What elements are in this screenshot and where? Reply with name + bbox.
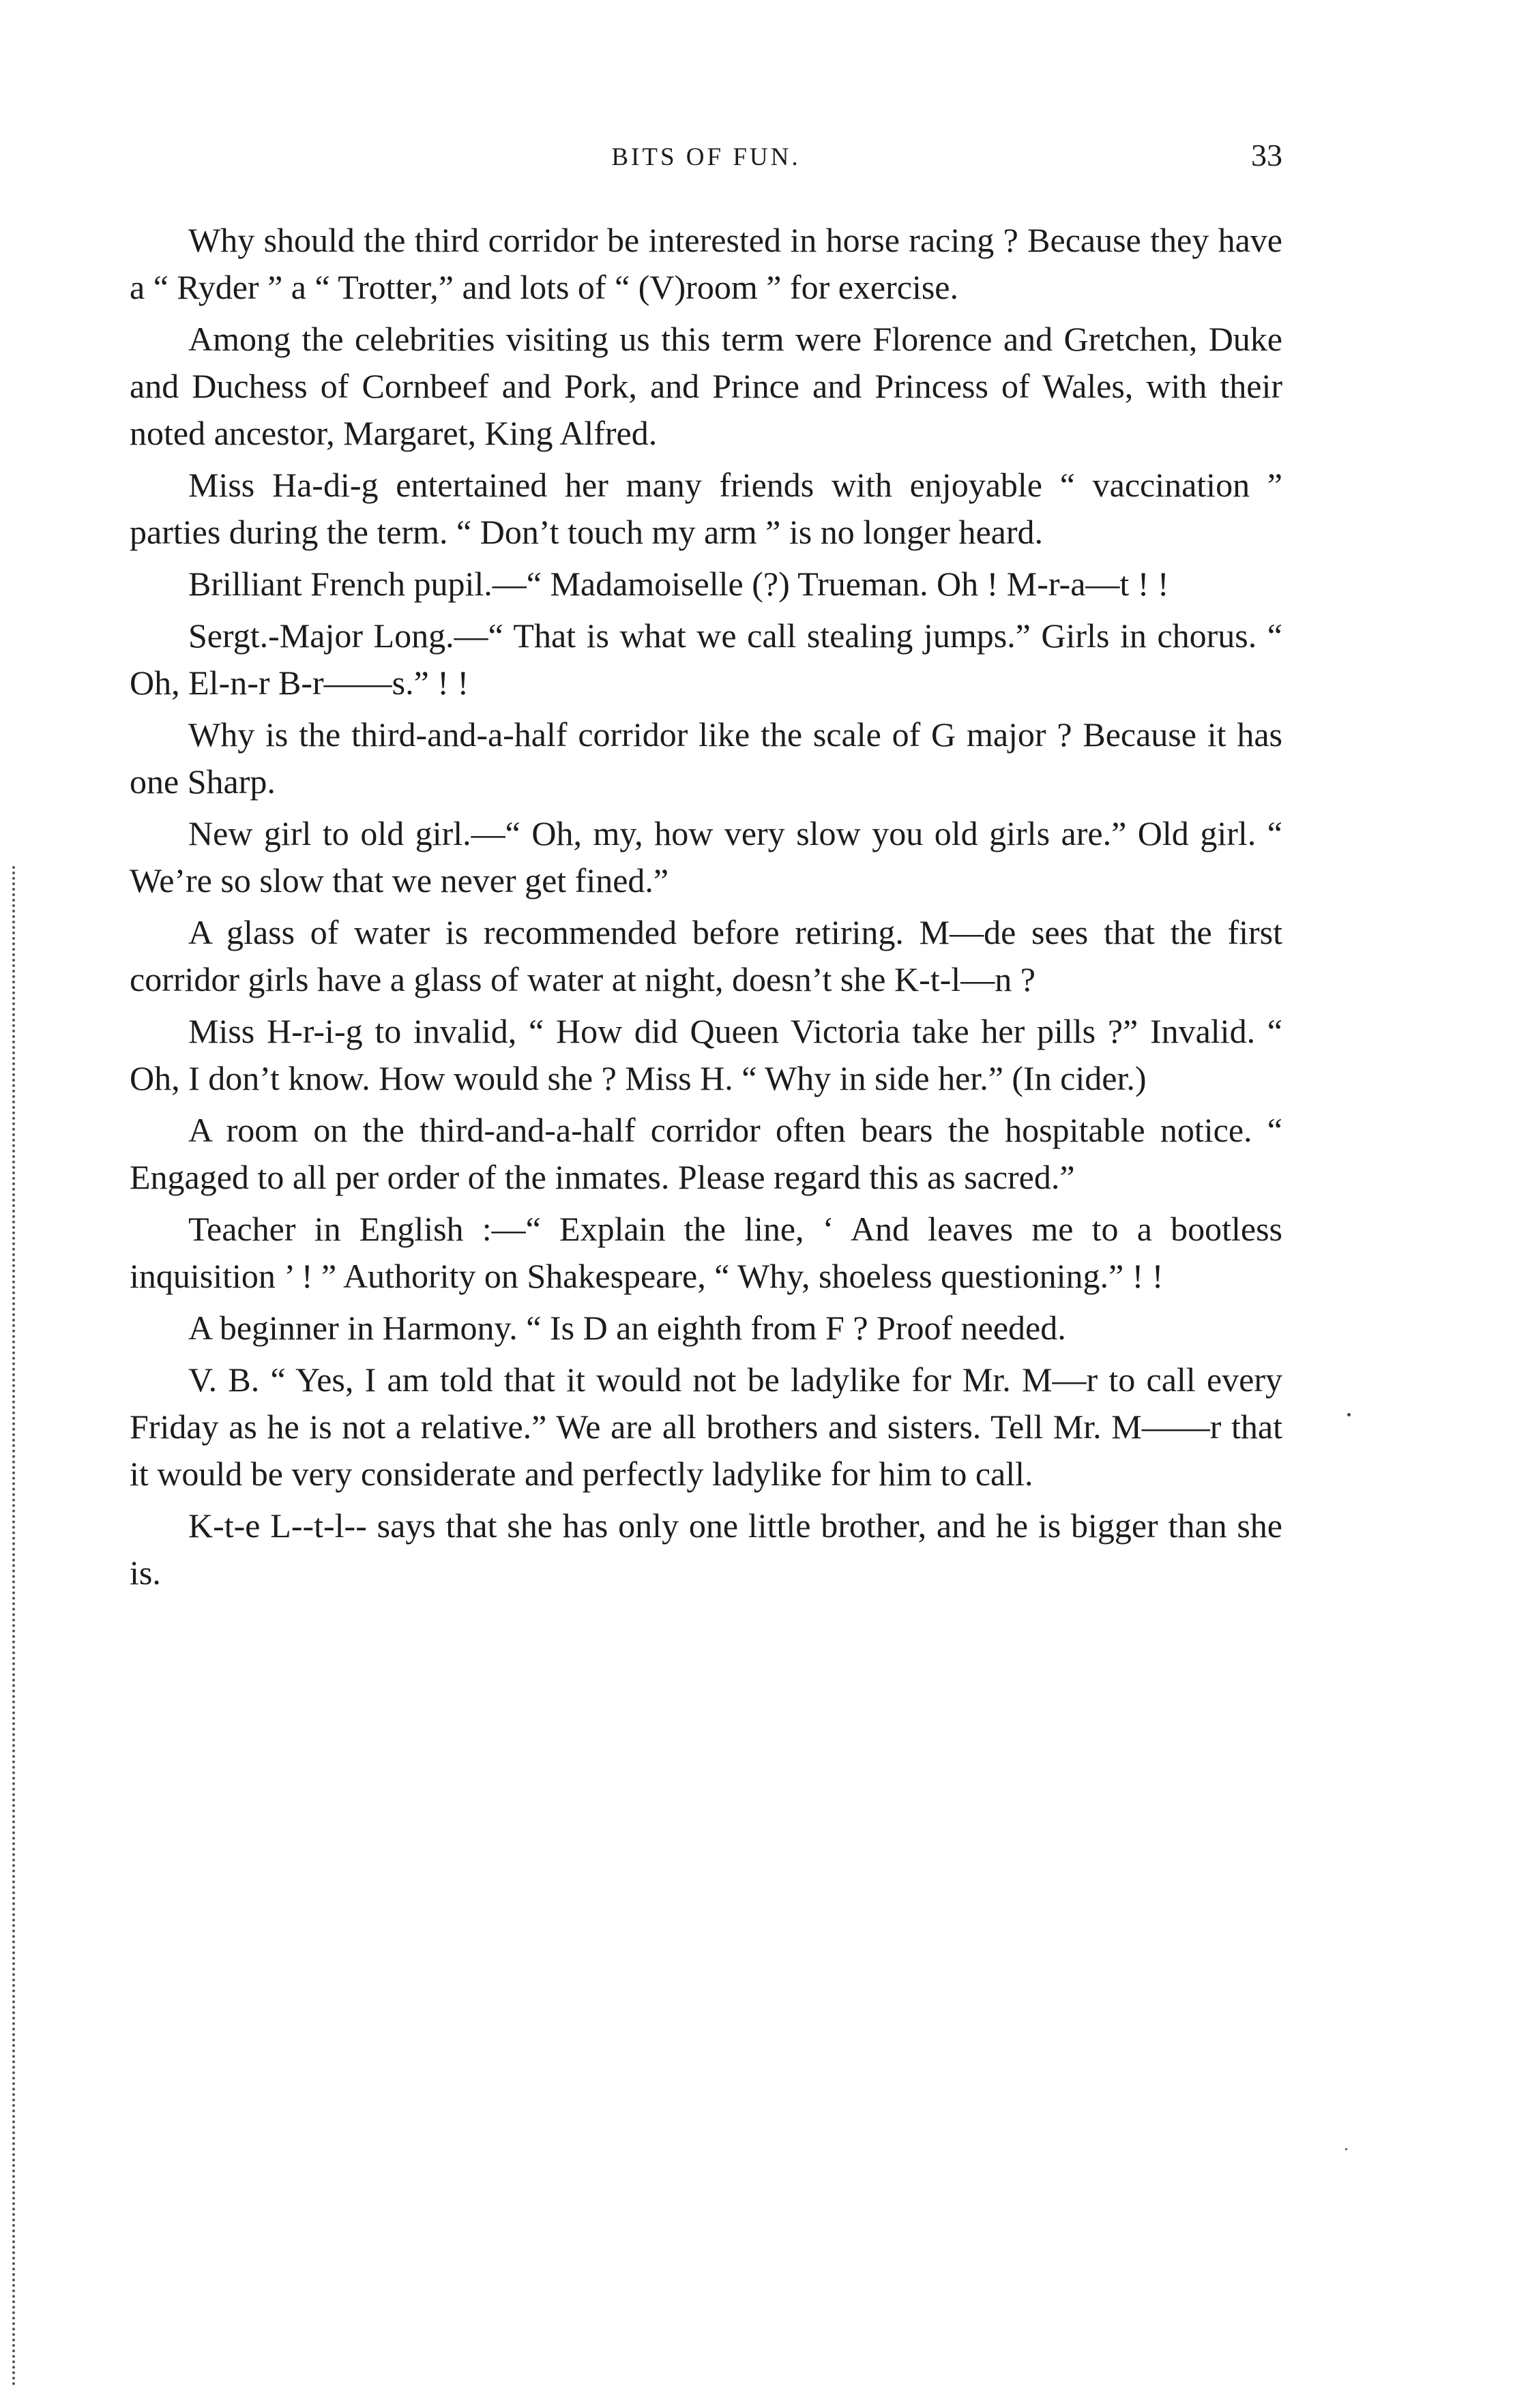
paragraph: Why is the third-and-a-half corridor like the scale of G major ? Because it has one Sharp. — [130, 715, 1282, 801]
paragraph: Brilliant French pupil.—“ Madamoiselle (?) Trueman. Oh ! M-r-a—t ! ! — [188, 565, 1169, 603]
page-header — [130, 133, 1282, 181]
paragraph: Sergt.-Major Long.—“ That is what we call stealing jumps.” Girls in chorus. “ Oh, El-n-r B-r——s.” ! ! — [130, 616, 1282, 702]
paragraph: Teacher in English :—“ Explain the line, ‘ And leaves me to a bootless inquisition ’ ! ” Authority on Shakespeare, “ Why, shoeless questioning.” ! ! — [130, 1210, 1282, 1295]
paragraph: Miss Ha-di-g entertained her many friends with enjoyable “ vaccination ” parties during the term. “ Don’t touch my arm ” is no longer heard. — [130, 466, 1282, 551]
ink-speck — [1345, 2148, 1347, 2150]
paragraph: V. B. “ Yes, I am told that it would not be ladylike for Mr. M—r to call every Friday as he is not a relative.” We are all brothers and sisters. Tell Mr. M——r that it would be very considerate and perfectly ladylike for him to call. — [130, 1361, 1282, 1493]
paragraph: A beginner in Harmony. “ Is D an eighth from F ? Proof needed. — [188, 1309, 1066, 1347]
paragraph: New girl to old girl.—“ Oh, my, how very slow you old girls are.” Old girl. “ We’re so slow that we never get fined.” — [130, 814, 1282, 900]
page-number: 33 — [1251, 138, 1282, 173]
paragraph: Miss H-r-i-g to invalid, “ How did Queen Victoria take her pills ?” Invalid. “ Oh, I don’t know. How would she ? Miss H. “ Why in side her.” (In cider.) — [130, 1012, 1282, 1097]
running-head: BITS OF FUN. — [611, 143, 801, 171]
binding-edge-marks — [12, 866, 15, 2387]
paragraph: Among the celebrities visiting us this term were Florence and Gretchen, Duke and Duchess of Cornbeef and Pork, and Prince and Princess of Wales, with their noted ancestor, Margaret, King Alfred. — [130, 320, 1282, 452]
paragraph: Why should the third corridor be interested in horse racing ? Because they have a “ Ryder ” a “ Trotter,” and lots of “ (V)room ” for exercise. — [130, 221, 1282, 306]
paragraph: A glass of water is recommended before retiring. M—de sees that the first corridor girls have a glass of water at night, doesn’t she K-t-l—n ? — [130, 913, 1282, 998]
paragraph: K-t-e L--t-l-- says that she has only one little brother, and he is bigger than she is. — [130, 1506, 1282, 1592]
body-text — [130, 217, 1282, 1601]
paragraph: A room on the third-and-a-half corridor often bears the hospitable notice. “ Engaged to all per order of the inmates. Please regard this as sacred.” — [130, 1111, 1282, 1196]
ink-speck — [1347, 1413, 1351, 1416]
